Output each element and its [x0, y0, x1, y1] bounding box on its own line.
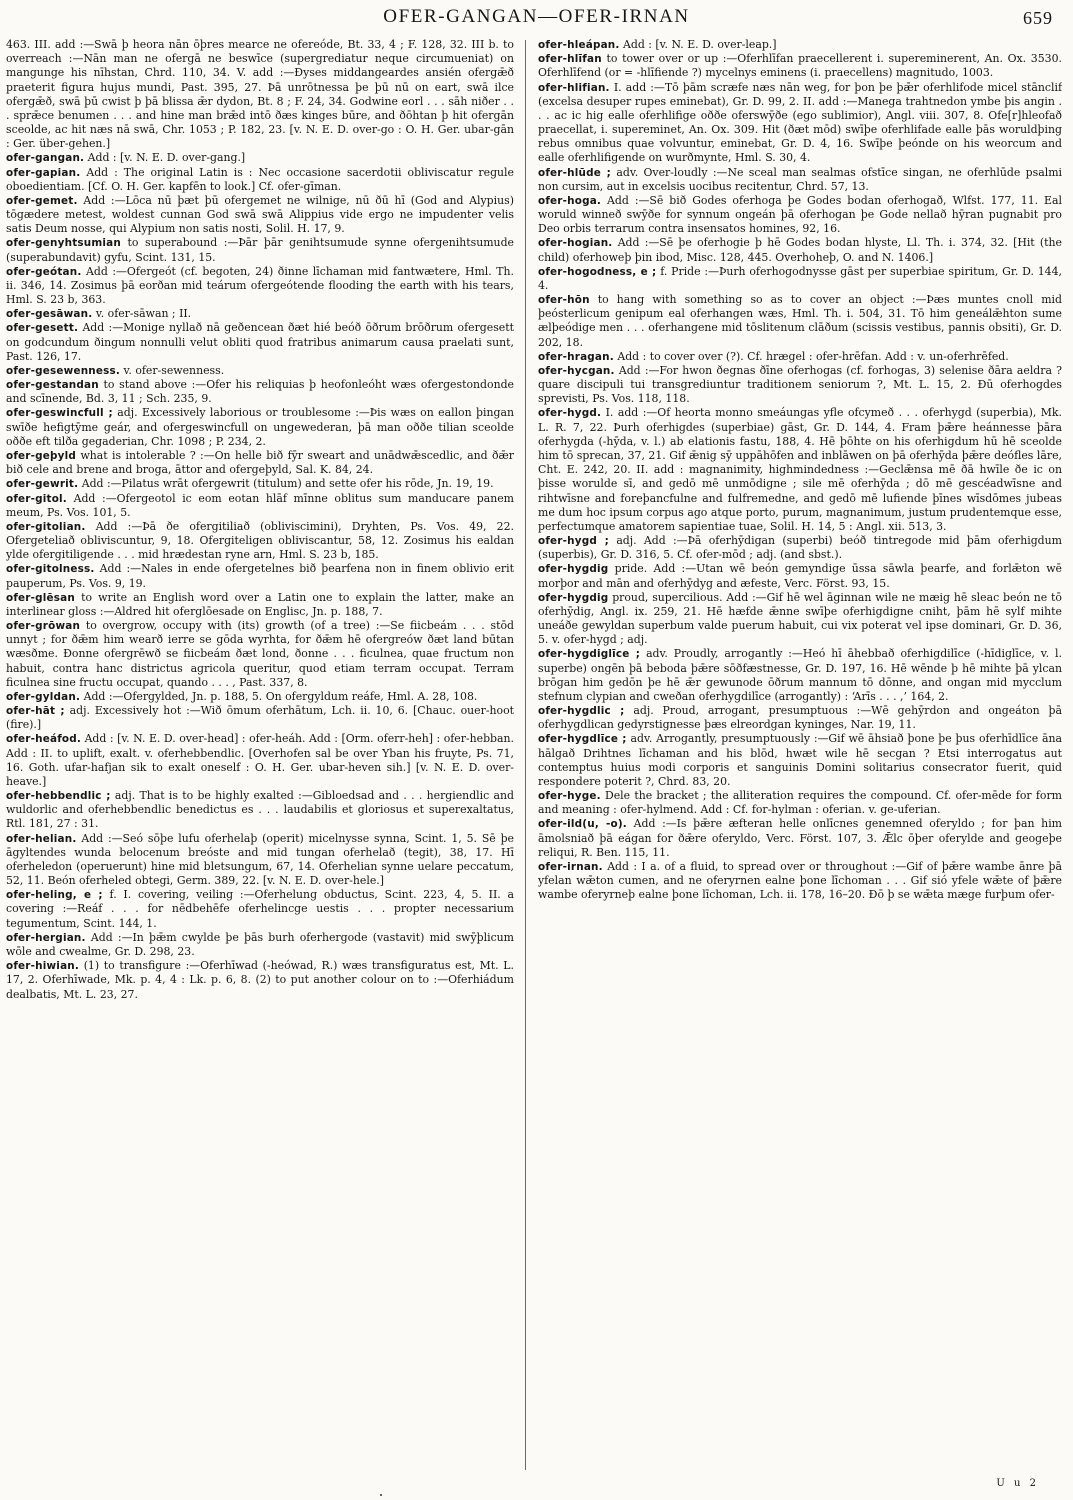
entry-text: Add :—Pilatus wrāt ofergewrit (titulum) and sette ofer his rōde, Jn. 19, 19.: [81, 477, 494, 491]
entry-headword: ofer-hygd.: [538, 407, 602, 420]
dictionary-entry: [538, 166, 1062, 194]
entry-headword: ofer-geþyld: [6, 449, 77, 462]
entry-text: Add : to cover over (?). Cf. hrægel : ofer-hrēfan. Add : v. un-oferhrēfed.: [617, 349, 1009, 363]
entry-text: to hang with something so as to cover an object :—Þæs muntes cnoll mid þeósterlicum genipum eal oferhangen wæs, Hml. Th. i. 504, 31. Tō him geneálǣhton sume ælþeódige men . . . oferhangene mid tōslitenum clāðum (scissis vestibus, pannis obsiti), Gr. D. 202, 18.: [538, 293, 1062, 349]
dictionary-entry: [6, 406, 514, 449]
entry-text: v. ofer-sewenness.: [123, 363, 225, 377]
entry-headword: ofer-gapian.: [6, 166, 81, 179]
entry-headword: ofer-hygdlīce ;: [538, 733, 627, 746]
dictionary-entry: [6, 194, 514, 237]
entry-headword: ofer-hlūde ;: [538, 166, 612, 179]
dictionary-entry: [538, 647, 1062, 704]
entry-text: adj. That is to be highly exalted :—Gibloedsad and . . . hergiendlic and wuldorlic and oferhebbendlic benedictus es . . . laudabilis et gloriosus et superexaltatus, Rtl. 181, 27 : 31.: [6, 789, 514, 831]
running-title: OFER-GANGAN—OFER-IRNAN: [383, 6, 690, 27]
dictionary-entry: [538, 789, 1062, 817]
dictionary-entry: [538, 860, 1062, 903]
entry-text: Add :—Sē bið Godes oferhoga þe Godes bodan oferhogað, Wlfst. 177, 11. Eal woruld winneð swȳðe for synnum ongeán þā oferhogan þe Gode nellað hȳran pugnabit pro Deo orbis terrarum contra insensatos homines, 92, 16.: [538, 193, 1062, 236]
entry-text: v. ofer-sāwan ; II.: [95, 307, 192, 321]
entry-text: adv. Arrogantly, presumptuously :—Gif wē āhsiað þone þe þus oferhīdlīce āna hālgað Drihtnes līchaman and his blōd, hwæt wile hē secgan ? Etsi interrogatus aut contemptus huius modi corporis et sanguinis Domini solitarius consecrator fuerit, quid respondere poterit ?, Chrd. 83, 20.: [538, 732, 1062, 788]
entry-headword: ofer-gangan.: [6, 152, 85, 165]
dictionary-entry: [6, 449, 514, 477]
entry-headword: ofer-hyge.: [538, 790, 601, 803]
entry-headword: ofer-genyhtsumian: [6, 237, 121, 250]
entry-text: to stand above :—Ofer his reliquias þ heofonleóht wæs ofergestondonde and scīnende, Bd. 3, 11 ; Sch. 235, 9.: [6, 378, 514, 406]
entry-text: adj. Proud, arrogant, presumptuous :—Wē gehȳrdon and ongeáton þā oferhygdlican gedyrstignesse þæs elreordgan kyninges, Nar. 19, 11.: [538, 704, 1062, 732]
entry-headword: ofer-gesett.: [6, 322, 79, 335]
entry-text: Add : [v. N. E. D. over-leap.]: [623, 38, 777, 51]
entry-headword: ofer-hāt ;: [6, 705, 65, 718]
entry-headword: ofer-helian.: [6, 832, 77, 845]
entry-text: Add : I a. of a fluid, to spread over or throughout :—Gif of þǣre wambe ānre þā yfelan wǣton cumen, and ne oferyrnen ealne þone līchoman . . . Gif sió yfele wǣte of þǣre wambe oferyrneþ ealne þone līchoman, Lch. ii. 178, 16–20. Ðō þ se wǣta mæge furþum ofer-: [538, 859, 1062, 902]
dictionary-entry: [6, 888, 514, 931]
entry-text: Add :—Monige nyllað nā geðencean ðæt hié beóð ōðrum brōðrum ofergesett on godcundum ðingum nonnulli velut obliti quod fratribus animarum causa praelati sunt, Past. 126, 17.: [6, 321, 514, 363]
entry-headword: ofer-hleápan.: [538, 39, 620, 51]
entry-text: Add : The original Latin is : Nec occasione sacerdotii obliviscatur regule oboedientiam. [Cf. O. H. Ger. kapfēn to look.] Cf. ofer-gīman.: [6, 165, 514, 193]
entry-headword: ofer-gyldan.: [6, 690, 81, 703]
entry-text: Dele the bracket ; the alliteration requires the compound. Cf. ofer-mēde for form and meaning : ofer-hylmend. Add : Cf. for-hylman : oferian. v. ge-uferian.: [538, 789, 1062, 817]
entry-headword: ofer-gitolian.: [6, 520, 86, 533]
entry-text: 463. III. add :—Swā þ heora nān ōþres mearce ne ofereóde, Bt. 33, 4 ; F. 128, 32. III b. to overreach :—Nān man ne ofergā ne beswīce (supergrediatur neque circumueniat) on mangunge his nīhstan, Chrd. 110, 34. V. add :—Ðyses middangeardes ansién ofergǣð praeterit figura hujus mundi, Past. 395, 27. Þā unrōtnessa þe þū nū on eart, swā ilce ofergǣð, swā þū cwist þ þā blissa ǣr dydon, Bt. 8 ; F. 24, 34. Godwine eorl . . . sāh niðer . . . sprǣce benumen . . . and hine man brǣd intō ðæs kinges būre, and ðōhtan þ hit ofergān sceolde, ac hit næs nā swā, Chr. 1053 ; P. 182, 23. [v. N. E. D. over-go : O. H. Ger. ubar-gān : Ger. über-gehen.]: [6, 38, 514, 151]
dictionary-entry: [538, 194, 1062, 237]
entry-text: I. add :—Tō þām scræfe næs nān weg, for þon þe þǣr oferhlifode micel stānclif (excelsa desuper rupes eminebat), Gr. D. 99, 2. II. add :—Manega trahtnedon ymbe þis angin . . . ac ic hig ealle oferhlifige oððe oferswȳðe (ego sublimior), Angl. viii. 307, 8. Ofe[r]hleofað praecellat, i. supereminet, An. Ox. 309. Hit (ðæt mōd) swīþe oferhlifade ealle þās woruldþing rebus omnibus quae volvuntur, eminebat, Gr. D. 4, 16. Swīþe þeónde on his weorcum and ealle oferhlifigende on wurðmynte, Hml. S. 30, 4.: [538, 80, 1062, 165]
entry-headword: ofer-hebbendlic ;: [6, 790, 111, 803]
entry-text: Add :—In þǣm cwylde þe þās burh oferhergode (vastavit) mid swȳþlicum wōle and cwealme, Gr. D. 298, 23.: [6, 930, 514, 958]
dictionary-entry: [6, 690, 514, 704]
entry-headword: ofer-gitol.: [6, 492, 67, 505]
dictionary-entry: [6, 492, 514, 520]
entry-text: f. Pride :—Þurh oferhogodnysse gāst per superbiae spiritum, Gr. D. 144, 4.: [538, 264, 1062, 292]
entry-text: Add :—Nales in ende ofergetelnes bið þearfena non in finem oblivio erit pauperum, Ps. Vos. 9, 19.: [6, 562, 514, 590]
entry-headword: ofer-hiwian.: [6, 960, 80, 973]
entry-text: to tower over or up :—Oferhlīfan praecellerent i. supereminerent, An. Ox. 3530. Oferhlīfend (or = -hlīfiende ?) mycelnys eminens (i. praecellens) magnitudo, 1003.: [538, 52, 1062, 80]
entry-headword: ofer-hlifian.: [538, 81, 610, 94]
dictionary-entry: [538, 732, 1062, 789]
entry-text: (1) to transfigure :—Oferhīwad (-heówad, R.) wæs transfiguratus est, Mt. L. 17, 2. Oferhīwade, Mk. p. 4, 4 : Lk. p. 6, 8. (2) to put another colour on to :—Oferhiádum dealbatis, Mt. L. 23, 27.: [6, 959, 514, 1001]
entry-headword: ofer-geswincfull ;: [6, 407, 113, 420]
entry-headword: ofer-gesewenness.: [6, 364, 121, 377]
entry-headword: ofer-hragan.: [538, 350, 614, 363]
dictionary-body: [0, 38, 1073, 1478]
entry-text: proud, supercilious. Add :—Gif hē wel āginnan wile ne mæig hē sleac beón ne tō oferhȳdig, Angl. ix. 259, 21. Hē hæfde ǣnne swīþe oferhigdigne cniht, þām hē sylf mihte uneáðe gewyldan superbum valde puerum habuit, cui vix poterat vel ipse dominari, Gr. D. 36, 5. v. ofer-hygd ; adj.: [538, 590, 1062, 647]
entry-headword: ofer-hlīfan: [538, 53, 602, 66]
entry-headword: ofer-ild(u, -o).: [538, 818, 627, 831]
entry-headword: ofer-hoga.: [538, 194, 602, 207]
dictionary-entry: [6, 591, 514, 619]
entry-headword: ofer-hogodness, e ;: [538, 265, 657, 278]
dictionary-entry: [6, 38, 514, 151]
entry-text: Add :—Seó sōþe lufu oferhelaþ (operit) micelnysse synna, Scint. 1, 5. Sē þe āgyltendes wunda belocenum breóste and mid tungan oferhelað (tegit), 38, 17. Hī oferheledon (operuerunt) hine mid bletsungum, 67, 14. Oferhelian synne uelare peccatum, 52, 11. Beón oferheled obtegi, Germ. 389, 22. [v. N. E. D. over-hele.]: [6, 831, 514, 888]
dictionary-entry: [6, 789, 514, 832]
entry-text: to write an English word over a Latin one to explain the latter, make an interlinear gloss :—Aldred hit oferglōesade on Englisc, Jn. p. 188, 7.: [6, 590, 514, 618]
entry-headword: ofer-gestandan: [6, 379, 99, 392]
entry-headword: ofer-irnan.: [538, 860, 603, 873]
entry-text: to superabound :—Þār þār genihtsumude synne ofergenihtsumude (superabundavit) gyfu, Scint. 131, 15.: [6, 236, 514, 264]
entry-text: I. add :—Of heorta monno smeáungas yfle ofcymeð . . . oferhygd (superbia), Mk. L. R. 7, 22. Þurh oferhigdes (superbiae) gāst, Gr. D. 144, 4. Fram þǣre heánnesse þāra oferhygda (-hȳda, v. l.) ab elationis fastu, 188, 4. Hē þōhte on his oferhigdum hū hē sceolde him tō sprecan, 37, 21. Gif ǣnig sȳ uppāhōfen and inblāwen on þā oferhȳda þǣre deófles lāre, Cht. E. 242, 20. II. add : magnanimity, highmindedness :—Geclǣnsa mē ðā hwīle ðe ic on þisse worulde sī, and gedō mē unmōdigne ; sile mē oferhȳda ; dō mē gescéadwīsne and rihtwīsne and foreþancfulne and fulfremedne, and gedō mē lufiende þīnes wīsdōmes jubeas me dum hoc ipsum corpus ago atque porto, purum, magnanimum, justum prudentemque esse, perfectumque amatorem sapientiae tuae, Solil. H. 14, 5 : Angl. xii. 513, 3.: [538, 406, 1062, 533]
entry-text: adv. Proudly, arrogantly :—Heó hī āhebbað oferhigdilīce (-hīdiglīce, v. l. superbe) ongēn þā beboda þǣre sōðfæstnesse, Gr. D. 197, 16. Hē wēnde þ hē mihte þā ylcan brōgan him gedōn þe hē ǣr gewunode ōðrum mannum tō dōnne, and ongan mid mycclum stefnum clypian and cweðan oferhygdilīce (arrogantly) : ‘Arīs . . . ,’ 164, 2.: [538, 647, 1062, 703]
entry-headword: ofer-gemet.: [6, 194, 78, 207]
entry-text: Add : [v. N. E. D. over-gang.]: [87, 151, 246, 165]
dictionary-entry: [538, 52, 1062, 80]
entry-text: Add :—Is þǣre æfteran helle onlīcnes genemned oferyldo ; for þan him āmolsniað þā eágan for ðǣre oferyldo, Verc. Först. 107, 3. Ǣlc ōþer oferylde and geogeþe reliqui, R. Ben. 115, 11.: [538, 817, 1062, 859]
signature-mark: U u 2: [996, 1478, 1039, 1489]
dictionary-entry: [538, 364, 1062, 407]
entry-text: Add :—For hwon ðegnas ðīne oferhogas (cf. forhogas, 3) selenise ðāra aeldra ? quare discipuli tui transgrediuntur traditionem seniorum ?, Mt. L. 15, 2. Ðū oferhogdes sprevisti, Ps. Vos. 118, 118.: [538, 363, 1062, 406]
page-header: [0, 6, 1073, 36]
dictionary-entry: [538, 406, 1062, 534]
entry-text: Add :—Þā ðe ofergitiliað (obliviscimini), Dryhten, Ps. Vos. 49, 22. Ofergeteliað obliviscuntur, 9, 18. Ofergiteligen obliviscantur, 58, 12. Zosimus his ealdan ylde ofergitiligende . . . mid hrædestan ryne arn, Hml. S. 23 b, 185.: [6, 519, 514, 562]
dictionary-entry: [6, 236, 514, 264]
entry-text: Add : [v. N. E. D. over-head] : ofer-heáh. Add : [Orm. oferr-heh] : ofer-hebban. Add : II. to uplift, exalt. v. oferhebbendlic. [Overhofen sal be over Yban his fruyte, Ps. 71, 16. Goth. ufar-hafjan sik to exalt oneself : O. H. Ger. ubar-heven sih.] [v. N. E. D. over-heave.]: [6, 732, 514, 788]
dictionary-entry: [6, 959, 514, 1002]
entry-text: Add :—Sē þe oferhogie þ hē Godes bodan hlyste, Ll. Th. i. 374, 32. [Hit (the child) oferhoweþ þin ibod, Misc. 128, 445. Overhoheþ, O. and N. 1406.]: [538, 236, 1062, 264]
page-number: 659: [1023, 8, 1053, 28]
entry-text: adv. Over-loudly :—Ne sceal man sealmas ofstīce singan, ne oferhlūde psalmi non cursim, aut in excelsis uocibus recitentur, Chrd. 57, 13.: [538, 165, 1062, 193]
dictionary-entry: [538, 562, 1062, 590]
entry-text: Add :—Ofergeót (cf. begoten, 24) ðinne līchaman mid fantwætere, Hml. Th. ii. 346, 14. Zosimus þā eorðan mid teárum ofergeótende flooding the earth with his tears, Hml. S. 23 b, 363.: [6, 264, 514, 307]
dictionary-entry: [6, 732, 514, 789]
dictionary-entry: [6, 619, 514, 690]
entry-headword: ofer-hogian.: [538, 237, 613, 250]
dictionary-entry: [6, 378, 514, 406]
entry-text: adj. Excessively laborious or troublesome :—Þis wæs on eallon þingan swīðe hefigtȳme geár, and ofergeswincfull on ungewederan, þā man oððe tilian sceolde oððe eft tilða gegaderian, Chr. 1098 ; P. 234, 2.: [6, 406, 514, 448]
entry-headword: ofer-gewrit.: [6, 478, 79, 491]
entry-text: Add :—Ofergylded, Jn. p. 188, 5. On ofergyldum reáfe, Hml. A. 28, 108.: [83, 689, 478, 703]
entry-headword: ofer-heáfod.: [6, 733, 82, 746]
dictionary-entry: [538, 38, 1062, 52]
dictionary-entry: [538, 350, 1062, 364]
right-column: [538, 38, 1062, 1478]
dictionary-entry: [538, 534, 1062, 562]
left-column: [6, 38, 514, 1478]
dictionary-entry: [538, 293, 1062, 350]
entry-headword: ofer-hōn: [538, 294, 590, 307]
entry-text: what is intolerable ? :—On helle bið fȳr sweart and unādwǣscedlic, and ðǣr bið cele and brene and broga, āttor and ofergeþyld, Sal. K. 84, 24.: [6, 448, 514, 477]
dictionary-entry: [538, 817, 1062, 860]
dictionary-entry: [6, 704, 514, 732]
entry-headword: ofer-heling, e ;: [6, 889, 103, 902]
dictionary-entry: [6, 364, 514, 378]
dictionary-entry: [6, 931, 514, 959]
entry-text: adj. Add :—Þā oferhȳdigan (superbi) beóð tintregode mid þām oferhigdum (superbis), Gr. D. 316, 5. Cf. ofer-mōd ; adj. (and sbst.).: [538, 534, 1062, 562]
entry-headword: ofer-hygdig: [538, 591, 609, 604]
entry-text: to overgrow, occupy with (its) growth (of a tree) :—Se fiicbeám . . . stōd unnyt ; for ðǣm him wearð ierre se gōda wyrhta, for ðǣm hē ofergreów ðæt land būtan wæsðme. Ðonne ofergrēwð se fiicbeám ðæt lond, ðonne . . . ficulnea, quae fructum non habuit, contra hanc districtus agricola queritur, quod etiam terram occupat. Terram ficulnea sine fructu occupat, quando . . . , Past. 337, 8.: [6, 619, 514, 689]
entry-headword: ofer-geótan.: [6, 265, 82, 278]
dictionary-entry: [6, 151, 514, 165]
dictionary-entry: [6, 265, 514, 308]
entry-headword: ofer-hygdig: [538, 563, 609, 576]
dictionary-entry: [6, 166, 514, 194]
dictionary-entry: [6, 562, 514, 590]
entry-text: f. I. covering, veiling :—Oferhelung obductus, Scint. 223, 4, 5. II. a covering :—Reáf . . . for nēdbehēfe oferhelincge uestis . . . propter necessarium tegumentum, Scint. 144, 1.: [6, 888, 514, 930]
entry-text: Add :—Ofergeotol ic eom eotan hlāf mīnne oblitus sum manducare panem meum, Ps. Vos. 101, 5.: [6, 491, 514, 519]
dictionary-entry: [538, 236, 1062, 264]
dictionary-entry: [538, 81, 1062, 166]
entry-headword: ofer-gesāwan.: [6, 308, 93, 321]
dictionary-entry: [538, 265, 1062, 293]
entry-text: Add :—Lōca nū þæt þū ofergemet ne wilnige, nū ðū hī (God and Alypius) tōgædere metest, woldest cunnan God swā swā Alippius vide ergo ne impudenter velis satis Deum nosse, qui Alypium non satis nosti, Solil. H. 17, 9.: [6, 193, 514, 236]
print-speck: [380, 1494, 382, 1496]
dictionary-entry: [6, 307, 514, 321]
entry-headword: ofer-gitolness.: [6, 563, 95, 576]
entry-headword: ofer-glēsan: [6, 591, 75, 604]
dictionary-entry: [6, 832, 514, 889]
entry-headword: ofer-grōwan: [6, 620, 81, 633]
dictionary-entry: [6, 477, 514, 491]
dictionary-entry: [538, 704, 1062, 732]
entry-text: adj. Excessively hot :—Wið ōmum oferhātum, Lch. ii. 10, 6. [Chauc. ouer-hoot (fire).]: [6, 704, 514, 732]
dictionary-entry: [6, 520, 514, 563]
dictionary-entry: [6, 321, 514, 364]
entry-headword: ofer-hergian.: [6, 931, 86, 944]
entry-headword: ofer-hygd ;: [538, 535, 609, 548]
entry-headword: ofer-hycgan.: [538, 364, 615, 377]
entry-headword: ofer-hygdlic ;: [538, 705, 625, 718]
dictionary-entry: [538, 591, 1062, 648]
entry-text: pride. Add :—Utan wē beón gemyndige ūssa sāwla þearfe, and forlǣton wē morþor and mān and oferhȳdyg and æfeste, Verc. Först. 93, 15.: [538, 562, 1062, 590]
entry-headword: ofer-hygdiglīce ;: [538, 648, 641, 661]
